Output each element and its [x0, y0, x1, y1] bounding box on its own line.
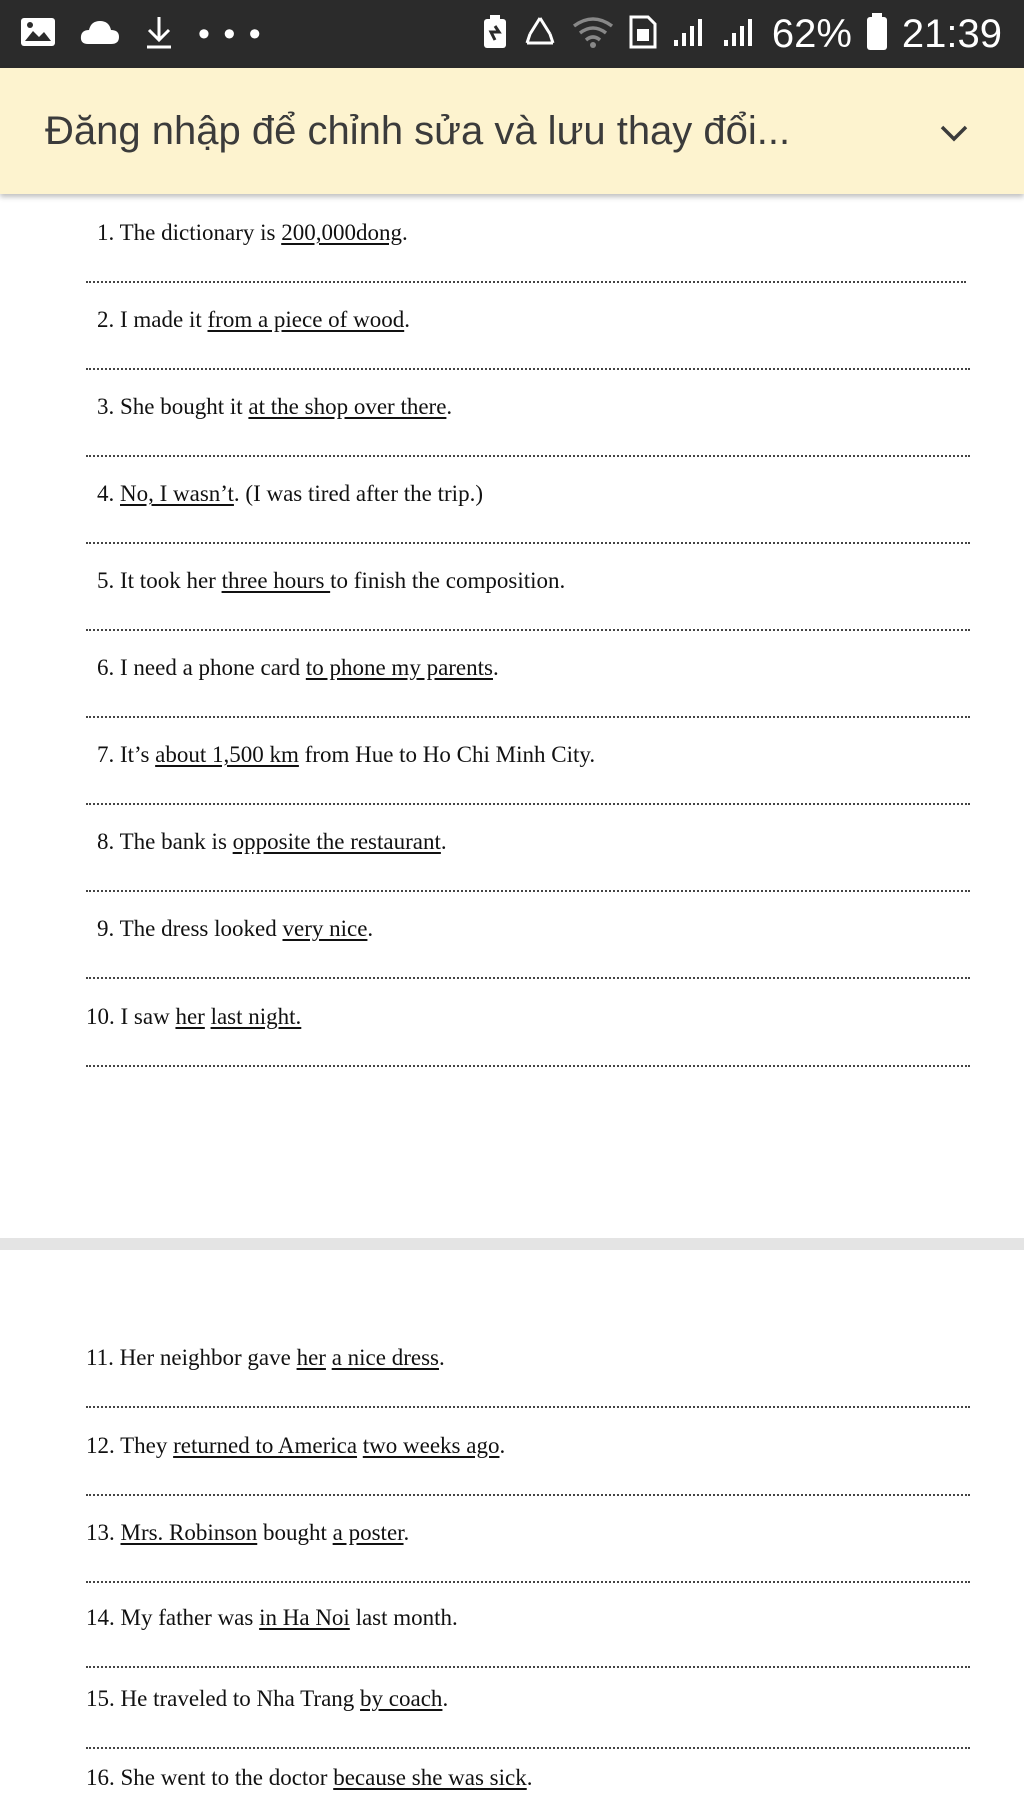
- clock: 21:39: [901, 11, 1002, 56]
- underlined-phrase: opposite the restaurant: [232, 829, 441, 854]
- question-text: The dictionary is: [119, 220, 282, 245]
- battery-percent: 62%: [771, 11, 852, 56]
- question-text: . (I was tired after the trip.): [233, 481, 483, 506]
- question-text: My father was: [120, 1605, 260, 1630]
- underlined-phrase: Mrs. Robinson: [120, 1520, 258, 1545]
- status-bar: [0, 0, 1024, 68]
- question-item: [86, 1345, 445, 1371]
- question-number: 16.: [86, 1765, 121, 1790]
- answer-line[interactable]: [86, 890, 970, 892]
- question-number: 6.: [97, 655, 120, 680]
- answer-line[interactable]: [86, 1494, 970, 1496]
- question-number: 8.: [97, 829, 120, 854]
- question-text: bought: [257, 1520, 333, 1545]
- signal-icon: [722, 16, 758, 53]
- gallery-icon: [20, 17, 56, 52]
- question-item: [86, 1686, 448, 1712]
- question-item: [86, 1520, 409, 1546]
- question-text: .: [404, 307, 410, 332]
- underlined-phrase: her: [175, 1004, 205, 1029]
- question-number: 3.: [97, 394, 120, 419]
- question-text: I made it: [120, 307, 208, 332]
- answer-line[interactable]: [86, 542, 970, 544]
- answer-line[interactable]: [86, 803, 970, 805]
- question-text: I need a phone card: [120, 655, 306, 680]
- question-item: [97, 220, 408, 246]
- question-text: from Hue to Ho Chi Minh City.: [298, 742, 596, 767]
- banner-text: Đăng nhập để chỉnh sửa và lưu thay đổi...: [45, 109, 791, 153]
- underlined-phrase: returned to America: [173, 1433, 358, 1458]
- sign-in-banner[interactable]: [0, 68, 1024, 194]
- question-number: 13.: [86, 1520, 121, 1545]
- question-item: [86, 1433, 505, 1459]
- underlined-phrase: to phone my parents: [305, 655, 493, 680]
- underlined-phrase: because she was sick: [333, 1765, 527, 1790]
- more-dots-icon: • • •: [198, 14, 263, 53]
- question-item: [97, 916, 373, 942]
- question-item: [97, 742, 595, 768]
- underlined-phrase: a nice dress: [331, 1345, 439, 1370]
- question-text: Her neighbor gave: [119, 1345, 297, 1370]
- underlined-phrase: from a piece of wood: [207, 307, 405, 332]
- question-text: I saw: [120, 1004, 176, 1029]
- question-text: last month.: [349, 1605, 458, 1630]
- question-number: 9.: [97, 916, 120, 941]
- question-text: .: [526, 1765, 533, 1790]
- underlined-phrase: very nice: [282, 916, 368, 941]
- answer-line[interactable]: [86, 1747, 970, 1749]
- question-number: 12.: [86, 1433, 121, 1458]
- status-bar-right: [482, 0, 1002, 68]
- cloud-icon: [80, 19, 120, 50]
- question-text: .: [401, 220, 408, 245]
- question-number: 4.: [97, 481, 120, 506]
- question-text: .: [440, 829, 447, 854]
- question-text: The dress looked: [119, 916, 283, 941]
- question-item: [86, 1605, 458, 1631]
- question-number: 5.: [97, 568, 120, 593]
- underlined-phrase: two weeks ago: [362, 1433, 500, 1458]
- question-item: [86, 1004, 301, 1030]
- answer-line[interactable]: [86, 1666, 970, 1668]
- question-item: [97, 829, 447, 855]
- sim-icon: [628, 15, 658, 54]
- question-number: 10.: [86, 1004, 121, 1029]
- underlined-phrase: her: [296, 1345, 326, 1370]
- underlined-phrase: last night.: [210, 1004, 302, 1029]
- answer-line[interactable]: [86, 1581, 970, 1583]
- underlined-phrase: about 1,500 km: [155, 742, 299, 767]
- question-text: .: [492, 655, 499, 680]
- battery-icon: [866, 13, 888, 56]
- question-text: .: [403, 1520, 410, 1545]
- question-number: 2.: [97, 307, 120, 332]
- download-icon: [144, 15, 174, 54]
- question-item: [97, 307, 410, 333]
- battery-saver-icon: [482, 14, 508, 55]
- question-text: .: [438, 1345, 445, 1370]
- question-number: 11.: [86, 1345, 120, 1370]
- question-text: to finish the composition.: [330, 568, 566, 593]
- signal-icon: [672, 16, 708, 53]
- question-item: [86, 1765, 532, 1791]
- answer-line[interactable]: [86, 368, 970, 370]
- question-text: They: [120, 1433, 174, 1458]
- answer-line[interactable]: [86, 977, 970, 979]
- page-separator: [0, 1238, 1024, 1250]
- question-text: The bank is: [119, 829, 233, 854]
- question-number: 1.: [97, 220, 120, 245]
- underlined-phrase: 200,000dong: [281, 220, 402, 245]
- answer-line[interactable]: [86, 281, 966, 283]
- underlined-phrase: No, I wasn’t: [120, 481, 234, 506]
- wifi-icon: [572, 16, 614, 53]
- question-text: .: [442, 1686, 449, 1711]
- question-text: .: [446, 394, 453, 419]
- answer-line[interactable]: [86, 455, 970, 457]
- question-text: She went to the doctor: [120, 1765, 334, 1790]
- answer-line[interactable]: [86, 716, 970, 718]
- question-number: 14.: [86, 1605, 121, 1630]
- question-text: He traveled to Nha Trang: [120, 1686, 361, 1711]
- underlined-phrase: a poster: [332, 1520, 404, 1545]
- question-number: 15.: [86, 1686, 121, 1711]
- underlined-phrase: by coach: [360, 1686, 443, 1711]
- question-text: .: [367, 916, 374, 941]
- answer-line[interactable]: [86, 1065, 970, 1067]
- question-number: 7.: [97, 742, 120, 767]
- question-text: It took her: [120, 568, 222, 593]
- underlined-phrase: in Ha Noi: [259, 1605, 350, 1630]
- recycle-icon: [522, 15, 558, 54]
- underlined-phrase: at the shop over there: [248, 394, 447, 419]
- answer-line[interactable]: [86, 1406, 970, 1408]
- question-item: [97, 394, 452, 420]
- question-item: [97, 568, 565, 594]
- question-item: [97, 481, 483, 507]
- chevron-down-icon[interactable]: [934, 113, 974, 153]
- question-text: .: [499, 1433, 506, 1458]
- question-text: It’s: [120, 742, 156, 767]
- status-bar-left: [20, 0, 263, 68]
- answer-line[interactable]: [86, 629, 970, 631]
- underlined-phrase: three hours: [221, 568, 331, 593]
- question-item: [97, 655, 499, 681]
- question-text: She bought it: [120, 394, 249, 419]
